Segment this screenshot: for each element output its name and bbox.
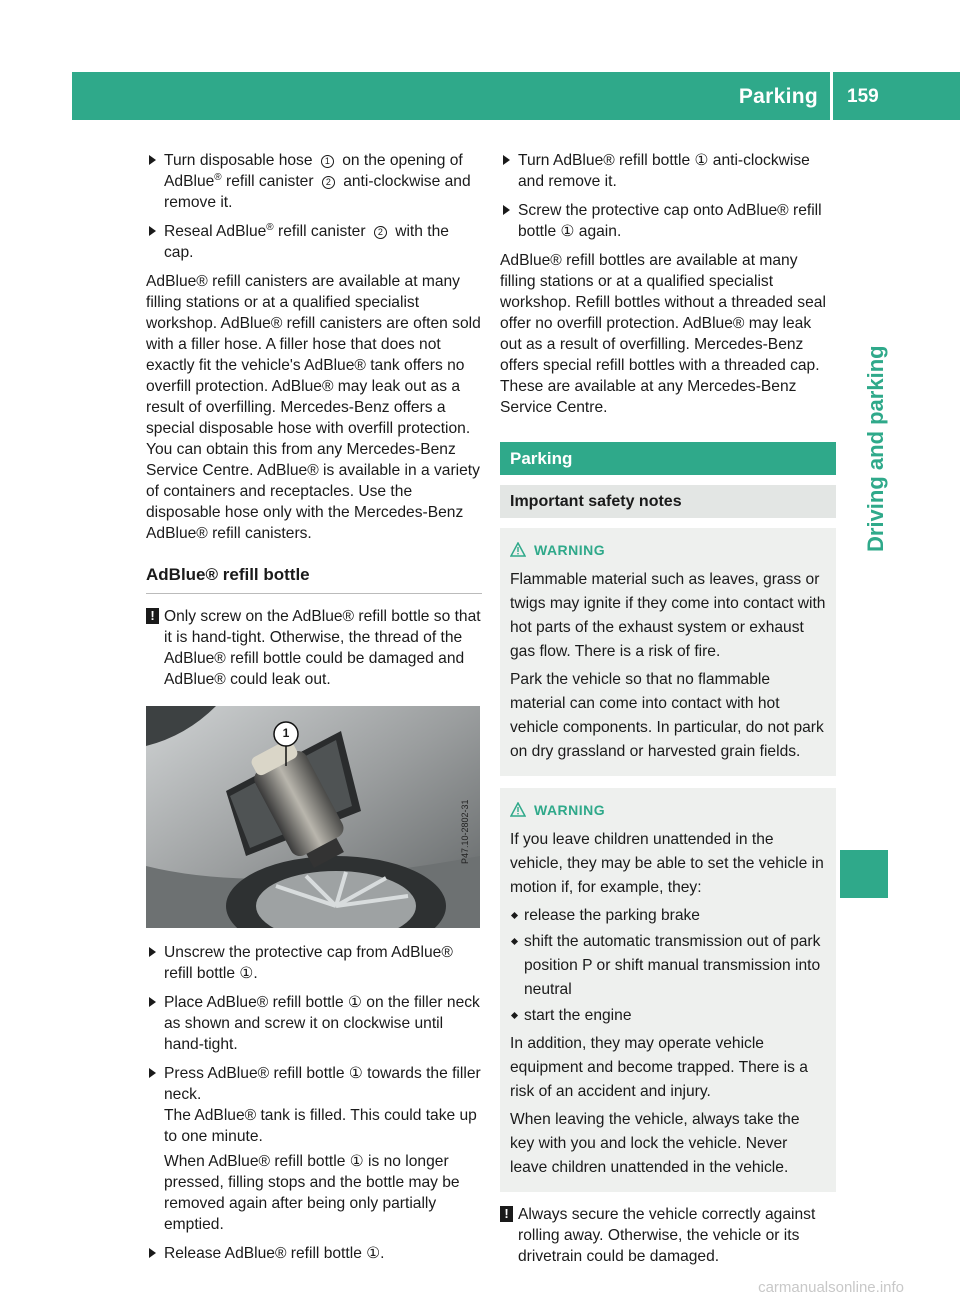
caution-icon: ! [146,608,159,624]
callout-2-icon: 2 [322,176,335,189]
warning-text: If you leave children unattended in the vehicle, they may be able to set the vehicle in motion if, for example, they: [510,831,824,896]
chapter-label: Driving and parking [863,345,888,552]
step-reseal-canister [146,221,482,263]
step-detail-filled: The AdBlue® tank is filled. This could take up to one minute. [164,1107,477,1145]
step-text: refill canister [221,173,318,190]
list-item: release the parking brake [510,904,826,928]
adblue-canister-paragraph: AdBlue® refill canisters are available at many filling stations or at a qualified specialist workshop. AdBlue® refill canisters are often sold with a filler hose. A filler hose that does not exactly fit the vehicle's AdBlue® tank offers no overfill protection. AdBlue® may leak out as a result of overfilling. Mercedes-Benz offers a special disposable hose with overfill protection. You can obtain this from any Mercedes-Benz Service Centre. AdBlue® is available in a variety of containers and receptacles. Use the disposable hose only with the Mercedes-Benz AdBlue® refill canisters. [146,273,481,542]
caution-icon: ! [500,1206,513,1222]
step-unscrew-cap: Unscrew the protective cap from AdBlue® refill bottle ①. [146,942,482,984]
header-divider [830,72,833,120]
section-title-parking: Parking [500,442,836,475]
warning-label: WARNING [534,542,606,558]
list-item: shift the automatic transmission out of park position P or shift manual transmission into neutral [510,930,826,1002]
warning-triangle-icon [510,542,526,557]
step-detail-stop: When AdBlue® refill bottle ① is no longer pressed, filling stops and the bottle may be removed again after being only partially emptied. [164,1153,460,1233]
step-screw-cap: Screw the protective cap onto AdBlue® refill bottle ① again. [500,200,836,242]
chapter-side-tab [840,120,888,640]
step-turn-hose [146,150,482,213]
warning-heading [510,538,826,562]
page-header-bar [72,72,960,120]
warning-text: When leaving the vehicle, always take the key with you and lock the vehicle. Never leave children unattended in the vehicle. [510,1111,800,1176]
photo-callout-1: 1 [282,726,290,740]
callout-2-icon: 2 [374,226,387,239]
registered-mark: ® [214,171,222,183]
caution-text: Always secure the vehicle correctly against rolling away. Otherwise, the vehicle or its drivetrain could be damaged. [518,1206,816,1265]
registered-mark: ® [266,221,274,233]
step-text: Press AdBlue® refill bottle ① towards the filler neck. [164,1065,481,1103]
section-heading-refill-bottle: AdBlue® refill bottle [146,564,482,594]
caution-note [500,1204,836,1267]
step-text: on the opening of AdBlue [164,152,463,190]
list-item: start the engine [510,1004,826,1028]
adblue-bottle-paragraph: AdBlue® refill bottles are available at many filling stations or at a qualified specialist workshop. Refill bottles without a threaded seal offer no overfill protection. AdBlue® may leak out as a result of overfilling. Mercedes-Benz offers special refill bottles with a threaded cap. These are available at any Mercedes-Benz Service Centre. [500,252,826,416]
refill-bottle-illustration [146,706,480,928]
photo-reference-code: P47.10-2802-31 [460,799,471,864]
header-title: Parking [738,85,818,108]
left-column [146,150,482,1272]
caution-text: Only screw on the AdBlue® refill bottle so that it is hand-tight. Otherwise, the thread of the AdBlue® refill bottle could be damaged and AdBlue® could leak out. [164,608,481,688]
warning-triangle-icon [510,802,526,817]
step-text: anti-clockwise and remove it. [164,173,471,211]
step-turn-bottle: Turn AdBlue® refill bottle ① anti-clockwise and remove it. [500,150,836,192]
step-release-bottle: Release AdBlue® refill bottle ①. [146,1243,482,1264]
step-text: Turn disposable hose [164,152,317,169]
step-text: with the cap. [164,223,449,261]
step-press-bottle [146,1063,482,1235]
step-text: refill canister [273,223,370,240]
warning-heading [510,798,826,822]
page-number: 159 [847,86,879,107]
right-column [500,150,836,1281]
step-place-bottle: Place AdBlue® refill bottle ① on the filler neck as shown and screw it on clockwise until hand-tight. [146,992,482,1055]
step-text: Reseal AdBlue [164,223,267,240]
subsection-title-safety-notes: Important safety notes [500,485,836,518]
warning-text: Park the vehicle so that no flammable material can come into contact with hot vehicle components. In particular, do not park on dry grassland or harvested grain fields. [510,671,824,760]
chapter-marker-box [840,850,888,898]
warning-box-children [500,788,836,1192]
warning-label: WARNING [534,802,606,818]
watermark: carmanualsonline.info [758,1279,904,1296]
warning-box-fire [500,528,836,776]
warning-text: In addition, they may operate vehicle equipment and become trapped. There is a risk of an accident and injury. [510,1035,808,1100]
refill-bottle-photo [146,706,480,928]
callout-1-icon: 1 [321,155,334,168]
caution-note [146,606,482,690]
warning-text: Flammable material such as leaves, grass or twigs may ignite if they come into contact with hot parts of the exhaust system or exhaust gas flow. There is a risk of fire. [510,571,826,660]
